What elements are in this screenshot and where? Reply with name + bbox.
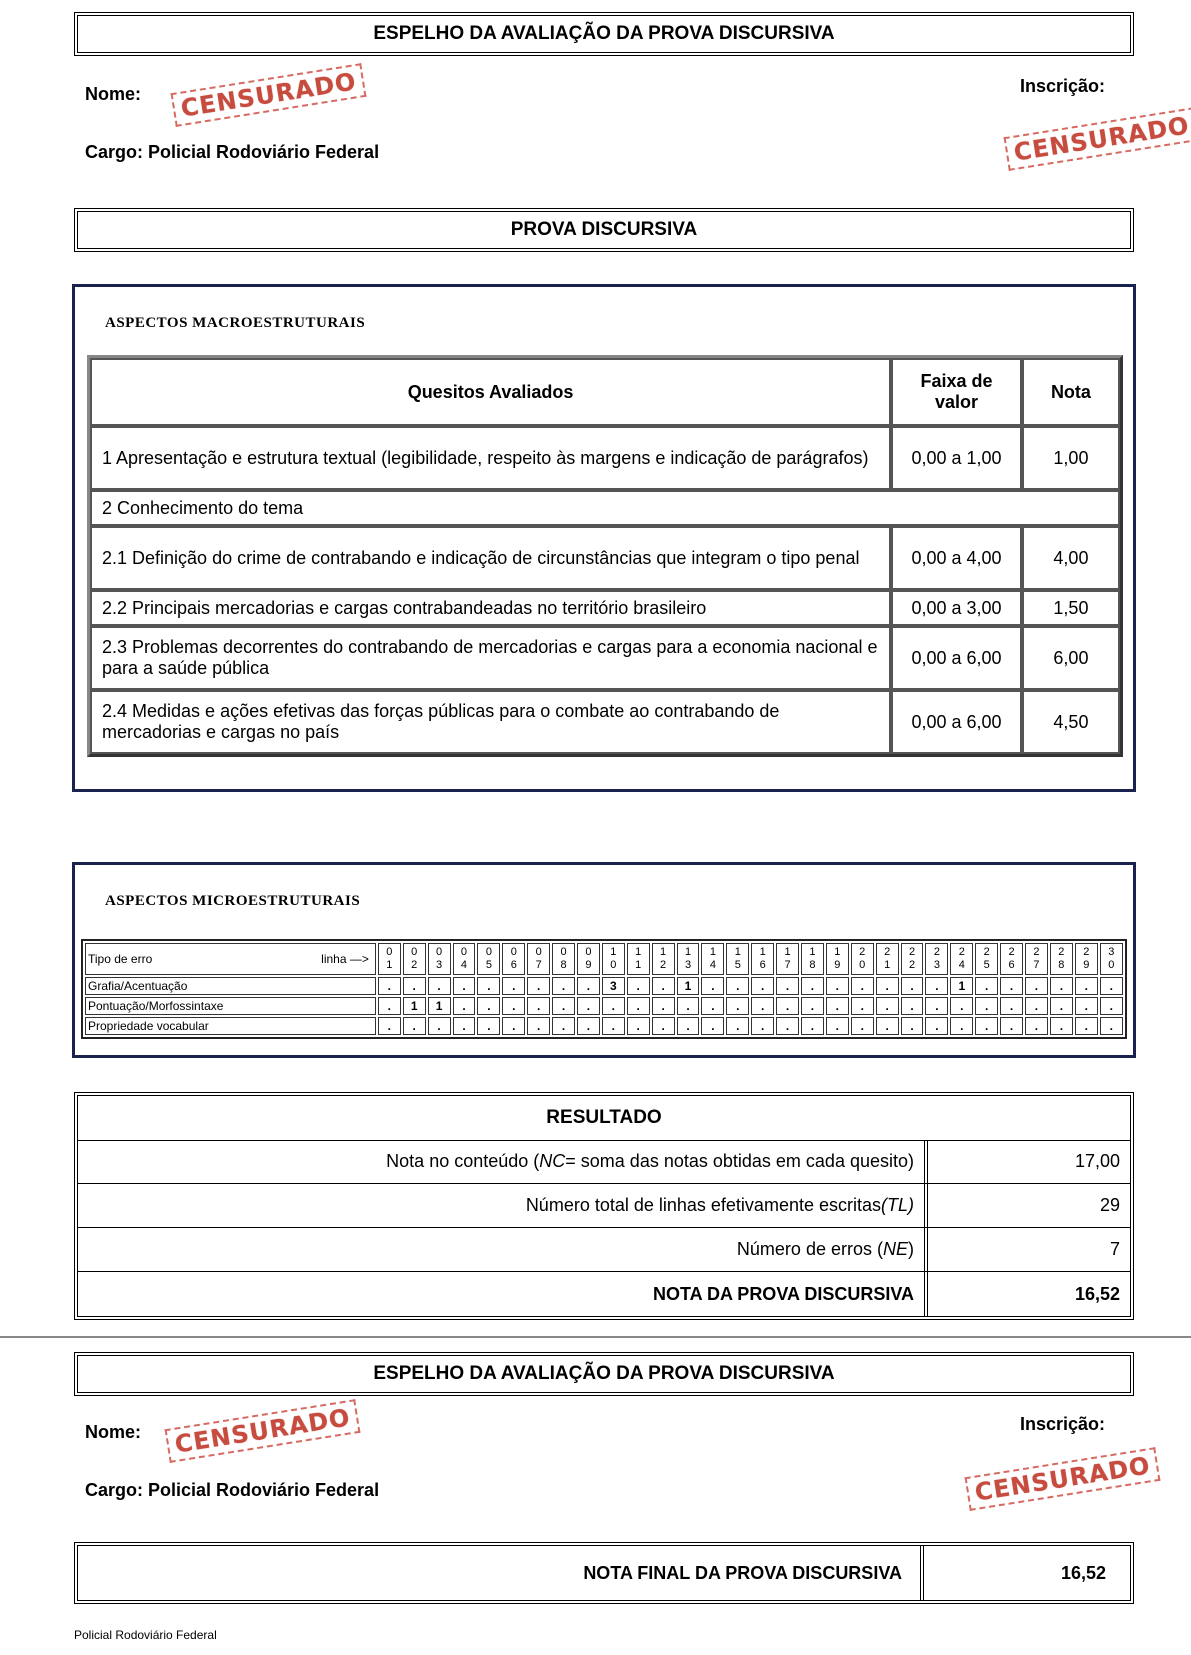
error-count-cell: . — [502, 977, 525, 995]
resultado-box — [74, 1092, 1134, 1320]
error-count-cell: . — [378, 977, 401, 995]
error-count-cell: . — [677, 997, 700, 1015]
cargo-label: Cargo: Policial Rodoviário Federal — [85, 142, 380, 162]
error-count-cell: . — [1025, 977, 1048, 995]
error-count-cell: 1 — [428, 997, 451, 1015]
error-count-cell: . — [652, 997, 675, 1015]
error-count-cell: . — [751, 1017, 774, 1035]
macro-table — [87, 355, 1123, 757]
macro-panel — [72, 284, 1136, 792]
nome-label-2: Nome: — [85, 1422, 142, 1442]
error-count-cell: . — [677, 1017, 700, 1035]
quesito-cell: 2 Conhecimento do tema — [90, 490, 1120, 526]
nome-label: Nome: — [85, 84, 142, 104]
censored-stamp: CENSURADO — [965, 1447, 1161, 1511]
error-count-cell: . — [925, 1017, 948, 1035]
footer-text: Policial Rodoviário Federal — [74, 1628, 217, 1642]
table-row — [90, 590, 1120, 626]
line-number-header: 0 2 — [403, 943, 426, 975]
error-count-cell: . — [1025, 997, 1048, 1015]
faixa-cell: 0,00 a 6,00 — [891, 626, 1022, 690]
error-count-cell: . — [527, 1017, 550, 1035]
error-count-cell: . — [1075, 997, 1098, 1015]
line-number-header: 1 4 — [701, 943, 724, 975]
censored-stamp: CENSURADO — [1004, 107, 1191, 171]
nota-cell: 1,00 — [1022, 426, 1120, 490]
table-row — [90, 626, 1120, 690]
report-title-2: ESPELHO DA AVALIAÇÃO DA PROVA DISCURSIVA — [74, 1352, 1134, 1396]
line-number-header: 1 6 — [751, 943, 774, 975]
error-count-cell: . — [751, 977, 774, 995]
resultado-row-value: 29 — [1099, 1195, 1120, 1215]
error-count-cell: 3 — [602, 977, 625, 995]
error-count-cell: . — [552, 997, 575, 1015]
error-count-cell: . — [602, 1017, 625, 1035]
error-count-cell: . — [1000, 977, 1023, 995]
error-count-cell: . — [826, 977, 849, 995]
line-number-header: 0 8 — [552, 943, 575, 975]
line-number-header: 2 2 — [901, 943, 924, 975]
micro-header-label — [85, 943, 376, 975]
error-count-cell: . — [975, 997, 998, 1015]
line-number-header: 0 3 — [428, 943, 451, 975]
line-number-header: 0 5 — [477, 943, 500, 975]
error-count-cell: . — [527, 977, 550, 995]
error-count-cell: . — [1050, 1017, 1073, 1035]
error-count-cell: . — [577, 977, 600, 995]
nota-cell: 6,00 — [1022, 626, 1120, 690]
resultado-row — [78, 1140, 1130, 1184]
error-count-cell: . — [477, 997, 500, 1015]
nota-final-label: NOTA FINAL DA PROVA DISCURSIVA — [78, 1546, 924, 1600]
inscricao-label-2: Inscrição: — [1020, 1414, 1106, 1434]
error-count-cell: . — [403, 1017, 426, 1035]
table-row — [85, 977, 1123, 995]
error-count-cell: . — [652, 1017, 675, 1035]
error-count-cell: . — [1050, 977, 1073, 995]
error-count-cell: . — [378, 997, 401, 1015]
section-title: PROVA DISCURSIVA — [74, 208, 1134, 252]
resultado-row-value: 17,00 — [1074, 1151, 1120, 1171]
error-count-cell: . — [901, 977, 924, 995]
error-count-cell: 1 — [403, 997, 426, 1015]
censored-stamp: CENSURADO — [165, 1399, 361, 1463]
error-count-cell: . — [1100, 997, 1123, 1015]
error-count-cell: . — [1075, 1017, 1098, 1035]
error-count-cell: . — [925, 997, 948, 1015]
resultado-row-label — [78, 1140, 924, 1183]
error-count-cell: . — [950, 997, 973, 1015]
label-text: = soma das notas obtidas em cada quesito) — [565, 1151, 914, 1171]
label-text: ) — [908, 1239, 914, 1259]
cargo-label-2: Cargo: Policial Rodoviário Federal — [85, 1480, 380, 1500]
nota-prova-value: 16,52 — [1074, 1283, 1120, 1304]
macro-panel-title: ASPECTOS MACROESTRUTURAIS — [105, 315, 366, 331]
faixa-cell: 0,00 a 3,00 — [891, 590, 1022, 626]
resultado-row-value: 7 — [1109, 1239, 1120, 1259]
label-abbrev: NC — [539, 1151, 566, 1171]
error-count-cell: . — [627, 977, 650, 995]
resultado-title: RESULTADO — [78, 1096, 1130, 1141]
nota-final-value: 16,52 — [1060, 1562, 1106, 1583]
table-row — [90, 526, 1120, 590]
line-number-header: 1 2 — [652, 943, 675, 975]
error-count-cell: . — [627, 1017, 650, 1035]
table-row — [90, 426, 1120, 490]
error-count-cell: . — [502, 1017, 525, 1035]
nota-cell: 4,50 — [1022, 690, 1120, 754]
error-count-cell: . — [726, 997, 749, 1015]
line-number-header: 0 1 — [378, 943, 401, 975]
error-count-cell: . — [851, 1017, 874, 1035]
error-count-cell: . — [1050, 997, 1073, 1015]
error-count-cell: . — [1025, 1017, 1048, 1035]
error-count-cell: . — [751, 997, 774, 1015]
error-count-cell: . — [776, 1017, 799, 1035]
error-count-cell: . — [901, 1017, 924, 1035]
error-count-cell: . — [378, 1017, 401, 1035]
line-number-header: 2 3 — [925, 943, 948, 975]
error-count-cell: . — [1100, 1017, 1123, 1035]
line-number-header: 2 5 — [975, 943, 998, 975]
error-count-cell: . — [776, 977, 799, 995]
error-count-cell: . — [776, 997, 799, 1015]
line-number-header: 2 9 — [1075, 943, 1098, 975]
micro-table — [81, 939, 1127, 1039]
nota-final-box — [74, 1542, 1134, 1604]
error-count-cell: . — [876, 977, 899, 995]
error-count-cell: . — [428, 977, 451, 995]
label-abbrev: (TL) — [881, 1195, 914, 1215]
nota-prova-label: NOTA DA PROVA DISCURSIVA — [652, 1283, 914, 1304]
line-number-header: 1 7 — [776, 943, 799, 975]
error-count-cell: . — [602, 997, 625, 1015]
line-number-header: 3 0 — [1100, 943, 1123, 975]
nota-cell: 1,50 — [1022, 590, 1120, 626]
error-count-cell: 1 — [950, 977, 973, 995]
resultado-final-row — [78, 1272, 1130, 1316]
line-number-header: 0 4 — [453, 943, 476, 975]
quesito-cell: 2.3 Problemas decorrentes do contrabando de mercadorias e cargas para a economia nacional e para a saúde pública — [90, 626, 891, 690]
error-count-cell: . — [701, 1017, 724, 1035]
linha-label: linha —> — [321, 952, 369, 966]
line-number-header: 2 8 — [1050, 943, 1073, 975]
label-text: Número de erros ( — [736, 1239, 883, 1259]
error-count-cell: . — [726, 977, 749, 995]
error-count-cell: . — [453, 1017, 476, 1035]
error-count-cell: . — [403, 977, 426, 995]
line-number-header: 2 4 — [950, 943, 973, 975]
error-count-cell: . — [801, 1017, 824, 1035]
error-count-cell: . — [851, 977, 874, 995]
resultado-row-label — [78, 1184, 924, 1227]
error-type-label: Grafia/Acentuação — [85, 977, 376, 995]
line-number-header: 1 8 — [801, 943, 824, 975]
line-number-header: 2 6 — [1000, 943, 1023, 975]
nota-cell: 4,00 — [1022, 526, 1120, 590]
error-count-cell: . — [701, 977, 724, 995]
quesito-cell: 2.4 Medidas e ações efetivas das forças públicas para o combate ao contrabando de mercadorias e cargas no país — [90, 690, 891, 754]
error-count-cell: . — [577, 997, 600, 1015]
resultado-row — [78, 1228, 1130, 1272]
error-count-cell: 1 — [677, 977, 700, 995]
line-number-header: 1 5 — [726, 943, 749, 975]
error-count-cell: . — [1075, 977, 1098, 995]
error-count-cell: . — [552, 977, 575, 995]
col-header-quesitos: Quesitos Avaliados — [90, 358, 891, 426]
label-text: Nota no conteúdo ( — [386, 1151, 540, 1171]
table-row — [90, 690, 1120, 754]
error-count-cell: . — [876, 997, 899, 1015]
error-count-cell: . — [726, 1017, 749, 1035]
page-separator — [0, 1336, 1191, 1338]
error-count-cell: . — [826, 1017, 849, 1035]
error-count-cell: . — [701, 997, 724, 1015]
line-number-header: 1 0 — [602, 943, 625, 975]
tipo-erro-label: Tipo de erro — [88, 952, 153, 966]
error-type-label: Pontuação/Morfossintaxe — [85, 997, 376, 1015]
censored-stamp: CENSURADO — [171, 63, 367, 127]
error-count-cell: . — [901, 997, 924, 1015]
line-number-header: 2 0 — [851, 943, 874, 975]
table-row — [85, 1017, 1123, 1035]
error-count-cell: . — [477, 1017, 500, 1035]
inscricao-label: Inscrição: — [1020, 76, 1106, 96]
faixa-cell: 0,00 a 4,00 — [891, 526, 1022, 590]
line-number-header: 1 9 — [826, 943, 849, 975]
micro-panel — [72, 862, 1136, 1058]
error-count-cell: . — [826, 997, 849, 1015]
error-count-cell: . — [453, 977, 476, 995]
error-type-label: Propriedade vocabular — [85, 1017, 376, 1035]
line-number-header: 1 1 — [627, 943, 650, 975]
error-count-cell: . — [925, 977, 948, 995]
quesito-cell: 2.2 Principais mercadorias e cargas contrabandeadas no território brasileiro — [90, 590, 891, 626]
line-number-header: 1 3 — [677, 943, 700, 975]
faixa-cell: 0,00 a 1,00 — [891, 426, 1022, 490]
error-count-cell: . — [950, 1017, 973, 1035]
error-count-cell: . — [477, 977, 500, 995]
error-count-cell: . — [577, 1017, 600, 1035]
error-count-cell: . — [801, 997, 824, 1015]
line-number-header: 0 9 — [577, 943, 600, 975]
error-count-cell: . — [801, 977, 824, 995]
resultado-row — [78, 1184, 1130, 1228]
col-header-nota: Nota — [1022, 358, 1120, 426]
error-count-cell: . — [975, 1017, 998, 1035]
faixa-cell: 0,00 a 6,00 — [891, 690, 1022, 754]
error-count-cell: . — [552, 1017, 575, 1035]
label-abbrev: NE — [882, 1239, 908, 1259]
resultado-divider — [924, 1140, 928, 1316]
error-count-cell: . — [453, 997, 476, 1015]
error-count-cell: . — [428, 1017, 451, 1035]
col-header-faixa: Faixa de valor — [891, 358, 1022, 426]
error-count-cell: . — [502, 997, 525, 1015]
quesito-cell: 1 Apresentação e estrutura textual (legibilidade, respeito às margens e indicação de parágrafos) — [90, 426, 891, 490]
error-count-cell: . — [1000, 1017, 1023, 1035]
quesito-cell: 2.1 Definição do crime de contrabando e indicação de circunstâncias que integram o tipo penal — [90, 526, 891, 590]
report-title: ESPELHO DA AVALIAÇÃO DA PROVA DISCURSIVA — [74, 12, 1134, 56]
label-text: Número total de linhas efetivamente escritas — [525, 1195, 881, 1215]
resultado-row-label — [78, 1228, 924, 1271]
table-row — [90, 490, 1120, 526]
error-count-cell: . — [652, 977, 675, 995]
resultado-rows — [78, 1140, 1130, 1316]
error-count-cell: . — [975, 977, 998, 995]
error-count-cell: . — [627, 997, 650, 1015]
line-number-header: 2 1 — [876, 943, 899, 975]
line-number-header: 0 6 — [502, 943, 525, 975]
error-count-cell: . — [1000, 997, 1023, 1015]
error-count-cell: . — [876, 1017, 899, 1035]
error-count-cell: . — [851, 997, 874, 1015]
line-number-header: 0 7 — [527, 943, 550, 975]
error-count-cell: . — [1100, 977, 1123, 995]
line-number-header: 2 7 — [1025, 943, 1048, 975]
micro-panel-title: ASPECTOS MICROESTRUTURAIS — [105, 893, 361, 909]
error-count-cell: . — [527, 997, 550, 1015]
table-row — [85, 997, 1123, 1015]
